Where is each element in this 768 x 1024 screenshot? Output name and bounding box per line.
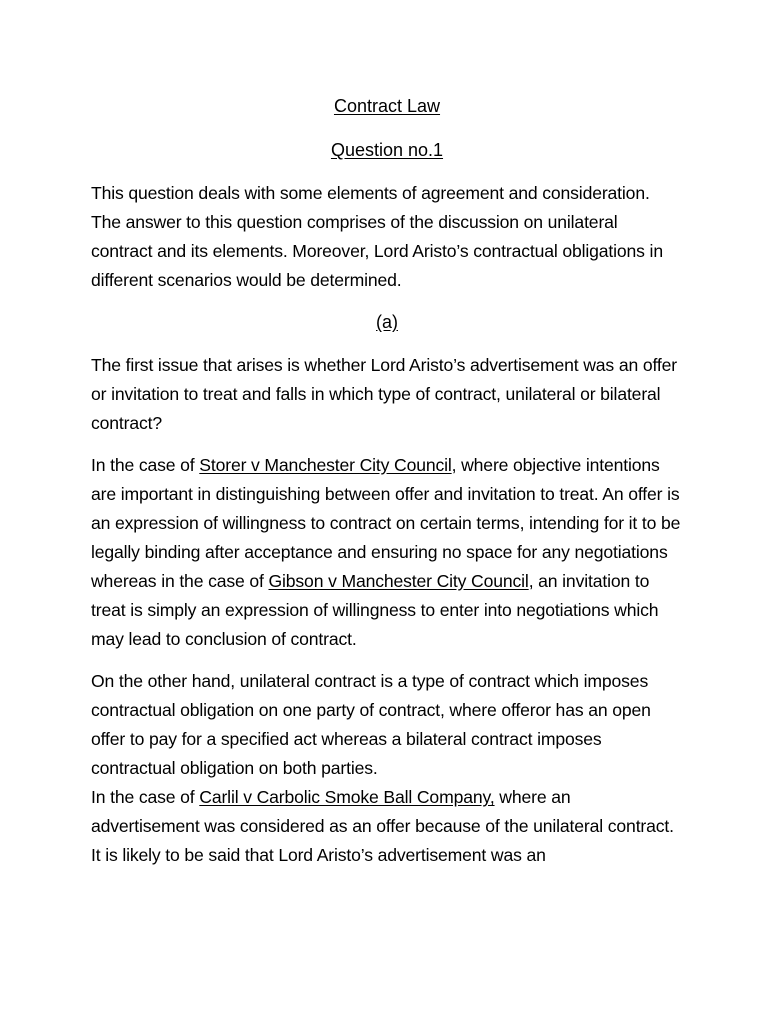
paragraph-text: In the case of [91, 787, 200, 807]
question-heading-text: Question no.1 [330, 140, 444, 160]
document-title [91, 92, 683, 121]
paragraph-storer-case [91, 451, 683, 654]
document-title-text: Contract Law [333, 96, 441, 116]
question-heading [91, 136, 683, 165]
case-citation-gibson: Gibson v Manchester City Council [268, 571, 529, 591]
paragraph-text: , an invitation to treat is simply an expression of willingness to enter into negotiations which may lead to conclusion of contract. [91, 571, 659, 649]
section-label [91, 308, 683, 337]
paragraph-text: where an advertisement was considered as an offer because of the unilateral contract. It is likely to be said that Lord Aristo’s advertisement was an [91, 787, 674, 865]
case-citation-storer: Storer v Manchester City Council [199, 455, 452, 475]
intro-paragraph: This question deals with some elements of agreement and consideration. The answer to this question comprises of the discussion on unilateral contract and its elements. Moreover, Lord Aristo’s contractual obligations in different scenarios would be determined. [91, 183, 663, 290]
paragraph-unilateral: On the other hand, unilateral contract is a type of contract which imposes contractual obligation on one party of contract, where offeror has an open offer to pay for a specified act whereas a bilateral contract imposes contractual obligation on both parties. [91, 671, 651, 778]
document-body [91, 92, 683, 883]
paragraph-first-issue: The first issue that arises is whether Lord Aristo’s advertisement was an offer or invitation to treat and falls in which type of contract, unilateral or bilateral contract? [91, 355, 677, 433]
paragraph-text: In the case of [91, 455, 200, 475]
paragraph-text: , where objective intentions are important in distinguishing between offer and invitation to treat. An offer is an expression of willingness to contract on certain terms, intending for it to be legally binding after acceptance and ensuring no space for any negotiations whereas in the case of [91, 455, 681, 591]
paragraph-carlil-case [91, 783, 683, 870]
section-label-text: (a) [376, 312, 398, 332]
case-citation-carlil: Carlil v Carbolic Smoke Ball Company, [199, 787, 495, 807]
